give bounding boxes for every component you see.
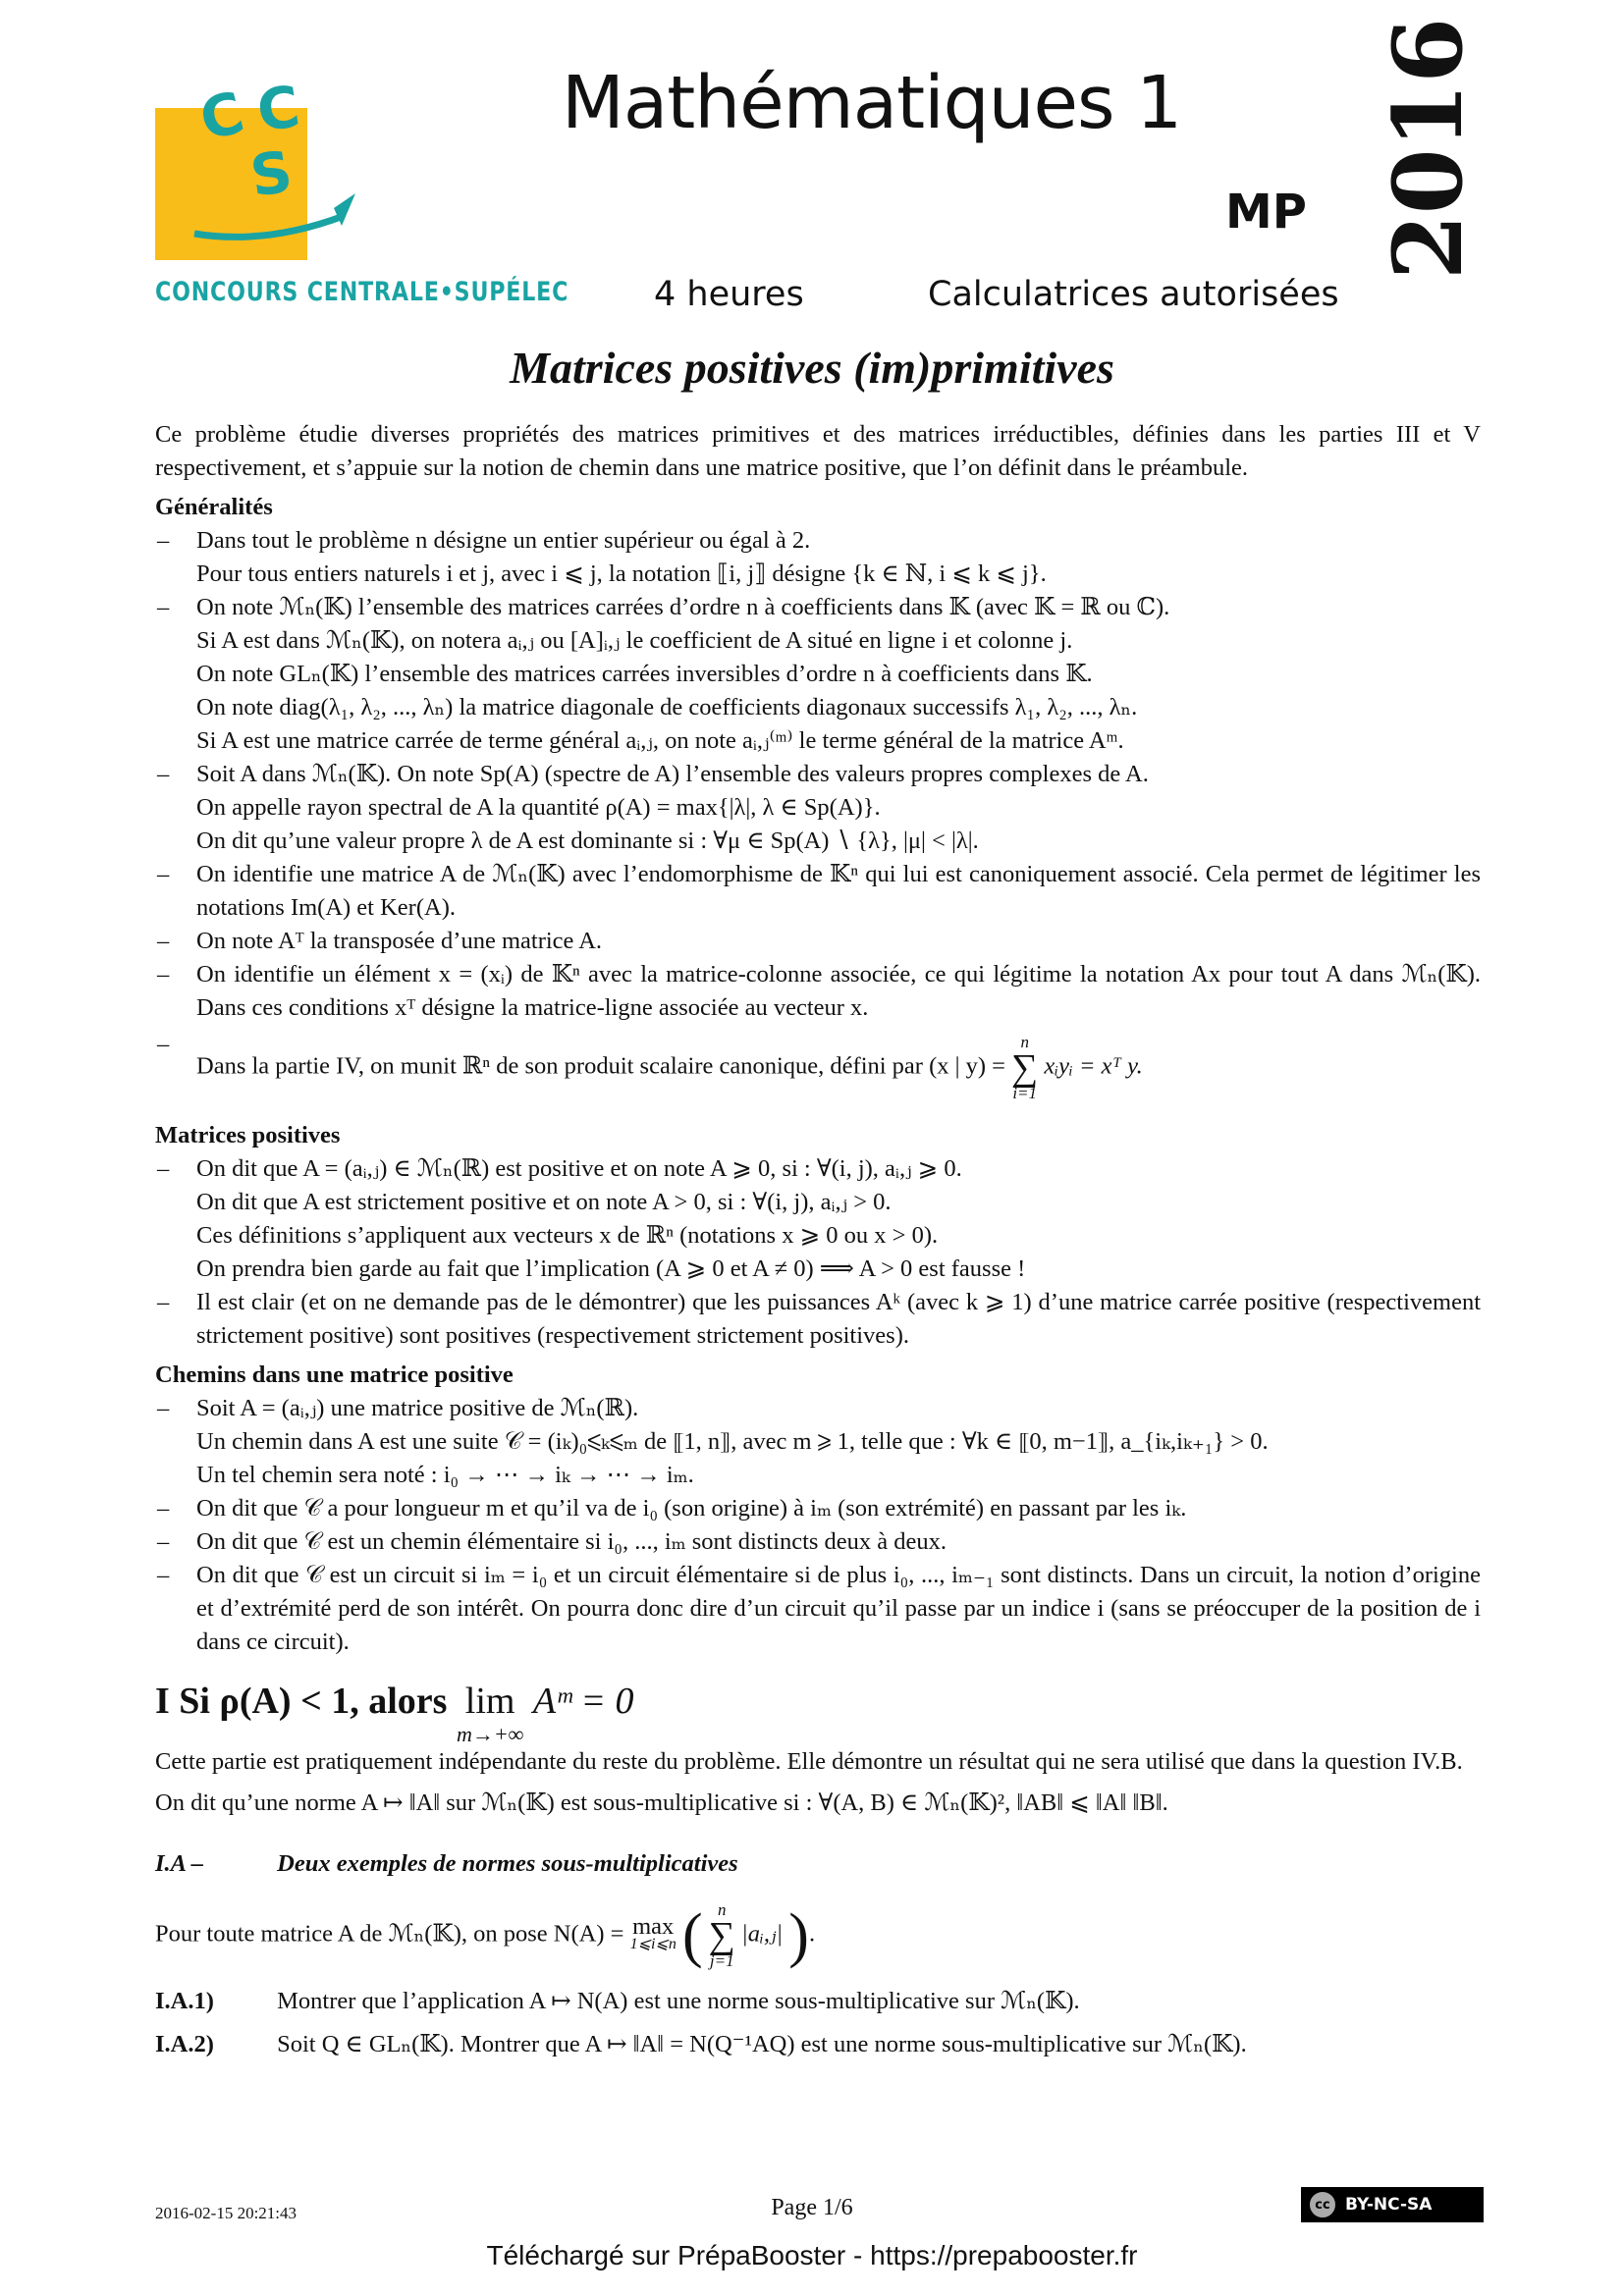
section-ia-heading: [155, 1847, 1481, 1881]
text-line: On appelle rayon spectral de A la quantité ρ(A) = max{|λ|, λ ∈ Sp(A)}.: [196, 794, 881, 821]
filiere-label: MP: [1225, 185, 1307, 240]
max-operator: [629, 1913, 677, 1953]
text-line: On identifie un élément x = (xᵢ) de 𝕂ⁿ avec la matrice-colonne associée, ce qui légitime la notation Ax pour tout A dans ℳₙ(𝕂). Dans ces conditions xᵀ désigne la matrice-ligne associée au vecteur x.: [196, 961, 1481, 1021]
sum-sigma-icon: ∑: [1011, 1047, 1039, 1089]
text-line: Si A est dans ℳₙ(𝕂), on notera aᵢ,ⱼ ou [A]ᵢ,ⱼ le coefficient de A situé en ligne i et colonne j.: [196, 627, 1073, 654]
text-line: On note Aᵀ la transposée d’une matrice A.: [196, 928, 603, 954]
sum-upper: n: [1020, 1033, 1029, 1051]
text-line: Ces définitions s’appliquent aux vecteurs x de ℝⁿ (notations x ⩾ 0 ou x > 0).: [196, 1222, 939, 1249]
sum-sigma-icon: ∑: [708, 1915, 735, 1956]
sum-lower: i=1: [1012, 1084, 1038, 1102]
license-text: BY-NC-SA: [1345, 2195, 1433, 2215]
sum-upper: n: [718, 1900, 727, 1919]
text-line: On dit que A est strictement positive et on note A > 0, si : ∀(i, j), aᵢ,ⱼ > 0.: [196, 1189, 892, 1215]
exam-duration: 4 heures: [654, 275, 804, 314]
max-word: max: [632, 1913, 675, 1940]
creative-commons-icon: cc: [1308, 2190, 1337, 2219]
logo-letter-s: S: [245, 137, 297, 210]
limit-subscript: m→+∞: [456, 1722, 524, 1746]
calculator-policy: Calculatrices autorisées: [928, 275, 1339, 314]
list-item: [155, 1286, 1481, 1353]
limit-operator: [457, 1679, 523, 1745]
text-line: On dit qu’une valeur propre λ de A est dominante si : ∀μ ∈ Sp(A) ∖ {λ}, |μ| < |λ|.: [196, 828, 979, 854]
text-line: Il est clair (et on ne demande pas de le démontrer) que les puissances Aᵏ (avec k ⩾ 1) d’une matrice carrée positive (respectivement strictement positive) sont positives (respectivement strictement positives).: [196, 1289, 1481, 1349]
list-item: [155, 1392, 1481, 1492]
download-source-link[interactable]: Téléchargé sur PrépaBooster - https://prepabooster.fr: [486, 2240, 1138, 2270]
list-item: [155, 524, 1481, 591]
text-line: On prendra bien garde au fait que l’implication (A ⩾ 0 et A ≠ 0) ⟹ A > 0 est fausse !: [196, 1255, 1026, 1282]
intro-paragraph: Ce problème étudie diverses propriétés des matrices primitives et des matrices irréductibles, définies dans les parties III et V respectivement, et s’appuie sur la notion de chemin dans une matrice positive, que l’on définit dans le préambule.: [155, 421, 1481, 481]
text-line: On dit que 𝒞 a pour longueur m et qu’il va de i₀ (son origine) à iₘ (son extrémité) en passant par les iₖ.: [196, 1495, 1187, 1522]
list-item: [155, 591, 1481, 758]
list-item: [155, 758, 1481, 858]
part-title-suffix: Aᵐ = 0: [532, 1681, 634, 1722]
text-line: Dans la partie IV, on munit ℝⁿ de son produit scalaire canonique, défini par (x | y) =: [196, 1052, 1006, 1080]
page-number: Page 1/6: [771, 2195, 853, 2220]
text-line: On identifie une matrice A de ℳₙ(𝕂) avec l’endomorphisme de 𝕂ⁿ qui lui est canoniquement associé. Cela permet de légitimer les notations Im(A) et Ker(A).: [196, 861, 1481, 921]
heading-generalites: Généralités: [155, 494, 273, 520]
norm-n-definition: Pour toute matrice A de ℳₙ(𝕂), on pose N(A) = max 1⩽i⩽n ( n ∑ j=1 |aᵢ,ⱼ| ).: [155, 1900, 816, 1970]
text-line: Si A est une matrice carrée de terme général aᵢ,ⱼ, on note aᵢ,ⱼ⁽ᵐ⁾ le terme général de la matrice Aᵐ.: [196, 727, 1124, 754]
positives-list: [155, 1152, 1481, 1353]
question-text: Montrer que l’application A ↦ N(A) est une norme sous-multiplicative sur ℳₙ(𝕂).: [277, 1988, 1080, 2014]
question-ia2: [155, 2028, 1481, 2061]
text-line: – Soit A dans ℳₙ(𝕂). On note Sp(A) (spectre de A) l’ensemble des valeurs propres complexes de A.: [196, 761, 1149, 787]
exam-title: Mathématiques 1: [562, 61, 1182, 145]
document-body: [155, 418, 1481, 2061]
formula-text: Pour toute matrice A de ℳₙ(𝕂), on pose N(A) =: [155, 1920, 624, 1948]
logo-letter-c2: C: [252, 73, 304, 145]
text-line: Un tel chemin sera noté : i₀ → ⋯ → iₖ → ⋯ → iₘ.: [196, 1462, 694, 1488]
sum-operator: [1011, 1035, 1038, 1101]
part-1-title: [155, 1679, 1481, 1745]
text-line: – On note ℳₙ(𝕂) l’ensemble des matrices carrées d’ordre n à coefficients dans 𝕂 (avec 𝕂 = ℝ ou ℂ).: [196, 594, 1170, 620]
footer-timestamp: 2016-02-15 20:21:43: [155, 2204, 298, 2222]
section-number: I.A –: [155, 1850, 204, 1877]
list-item: [155, 1152, 1481, 1286]
sum-body: xᵢyᵢ = xᵀ y.: [1044, 1052, 1143, 1080]
question-text: Soit Q ∈ GLₙ(𝕂). Montrer que A ↦ ‖A‖ = N(Q⁻¹AQ) est une norme sous-multiplicative sur ℳₙ(𝕂).: [277, 2031, 1247, 2057]
list-item-scalar-product: [155, 1025, 1481, 1113]
question-ia1: [155, 1985, 1481, 2018]
chemins-list: [155, 1392, 1481, 1659]
submultiplicative-definition: On dit qu’une norme A ↦ ‖A‖ sur ℳₙ(𝕂) est sous-multiplicative si : ∀(A, B) ∈ ℳₙ(𝕂)², ‖AB‖ ⩽ ‖A‖ ‖B‖.: [155, 1789, 1168, 1816]
heading-matrices-positives: Matrices positives: [155, 1122, 341, 1148]
max-subscript: 1⩽i⩽n: [629, 1936, 677, 1952]
text-line: Pour tous entiers naturels i et j, avec i ⩽ j, la notation ⟦i, j⟧ désigne {k ∈ ℕ, i ⩽ k ⩽ j}.: [196, 561, 1047, 587]
left-paren-icon: (: [681, 1902, 703, 1969]
limit-word: lim: [464, 1681, 515, 1722]
text-line: On dit que 𝒞 est un chemin élémentaire si i₀, ..., iₘ sont distincts deux à deux.: [196, 1528, 947, 1555]
text-line: On dit que 𝒞 est un circuit si iₘ = i₀ et un circuit élémentaire si de plus i₀, ..., iₘ₋₁ sont distincts. Dans un circuit, la notion d’origine et d’extrémité perd de son intérêt. On pourra donc dire d’un circuit qu’il passe par un indice i (sans se préoccuper de la position de i dans ce circuit).: [196, 1562, 1481, 1655]
question-number: I.A.1): [155, 1988, 214, 2014]
subject-title: Matrices positives (im)primitives: [510, 343, 1114, 393]
text-line: On note diag(λ₁, λ₂, ..., λₙ) la matrice diagonale de coefficients diagonaux successifs λ₁, λ₂, ..., λₙ.: [196, 694, 1138, 721]
section-title: Deux exemples de normes sous-multiplicatives: [277, 1850, 738, 1877]
exam-year: 2016: [1373, 17, 1484, 280]
license-badge: [1301, 2187, 1484, 2222]
sum-lower: j=1: [709, 1951, 734, 1970]
heading-chemins: Chemins dans une matrice positive: [155, 1362, 514, 1388]
list-item: [155, 1559, 1481, 1659]
list-item: [155, 958, 1481, 1025]
logo-letter-c1: C: [192, 79, 251, 154]
text-line: – Soit A = (aᵢ,ⱼ) une matrice positive de ℳₙ(ℝ).: [196, 1395, 639, 1421]
list-item: [155, 925, 1481, 958]
generalites-list: [155, 524, 1481, 1113]
sum-operator: [709, 1902, 735, 1969]
ccs-logo-icon: [147, 59, 520, 275]
list-item: [155, 1525, 1481, 1559]
logo-text: CONCOURS CENTRALE•SUPÉLEC: [155, 277, 569, 307]
text-line: – Dans tout le problème n désigne un entier supérieur ou égal à 2.: [196, 527, 811, 554]
sum-body: |aᵢ,ⱼ|: [740, 1920, 784, 1948]
part-1-intro: Cette partie est pratiquement indépendante du reste du problème. Elle démontre un résultat qui ne sera utilisé que dans la question IV.B.: [155, 1748, 1463, 1775]
text-line: – On dit que A = (aᵢ,ⱼ) ∈ ℳₙ(ℝ) est positive et on note A ⩾ 0, si : ∀(i, j), aᵢ,ⱼ ⩾ 0.: [196, 1155, 962, 1182]
list-item: [155, 1492, 1481, 1525]
text-line: Un chemin dans A est une suite 𝒞 = (iₖ)₀⩽ₖ⩽ₘ de ⟦1, n⟧, avec m ⩾ 1, telle que : ∀k ∈ ⟦0, m−1⟧, a_{iₖ,iₖ₊₁} > 0.: [196, 1428, 1269, 1455]
right-paren-icon: ): [788, 1902, 809, 1969]
question-number: I.A.2): [155, 2031, 214, 2057]
text-line: On note GLₙ(𝕂) l’ensemble des matrices carrées inversibles d’ordre n à coefficients dans 𝕂.: [196, 661, 1093, 687]
list-item: [155, 858, 1481, 925]
part-title-prefix: I Si ρ(A) < 1, alors: [155, 1681, 457, 1722]
